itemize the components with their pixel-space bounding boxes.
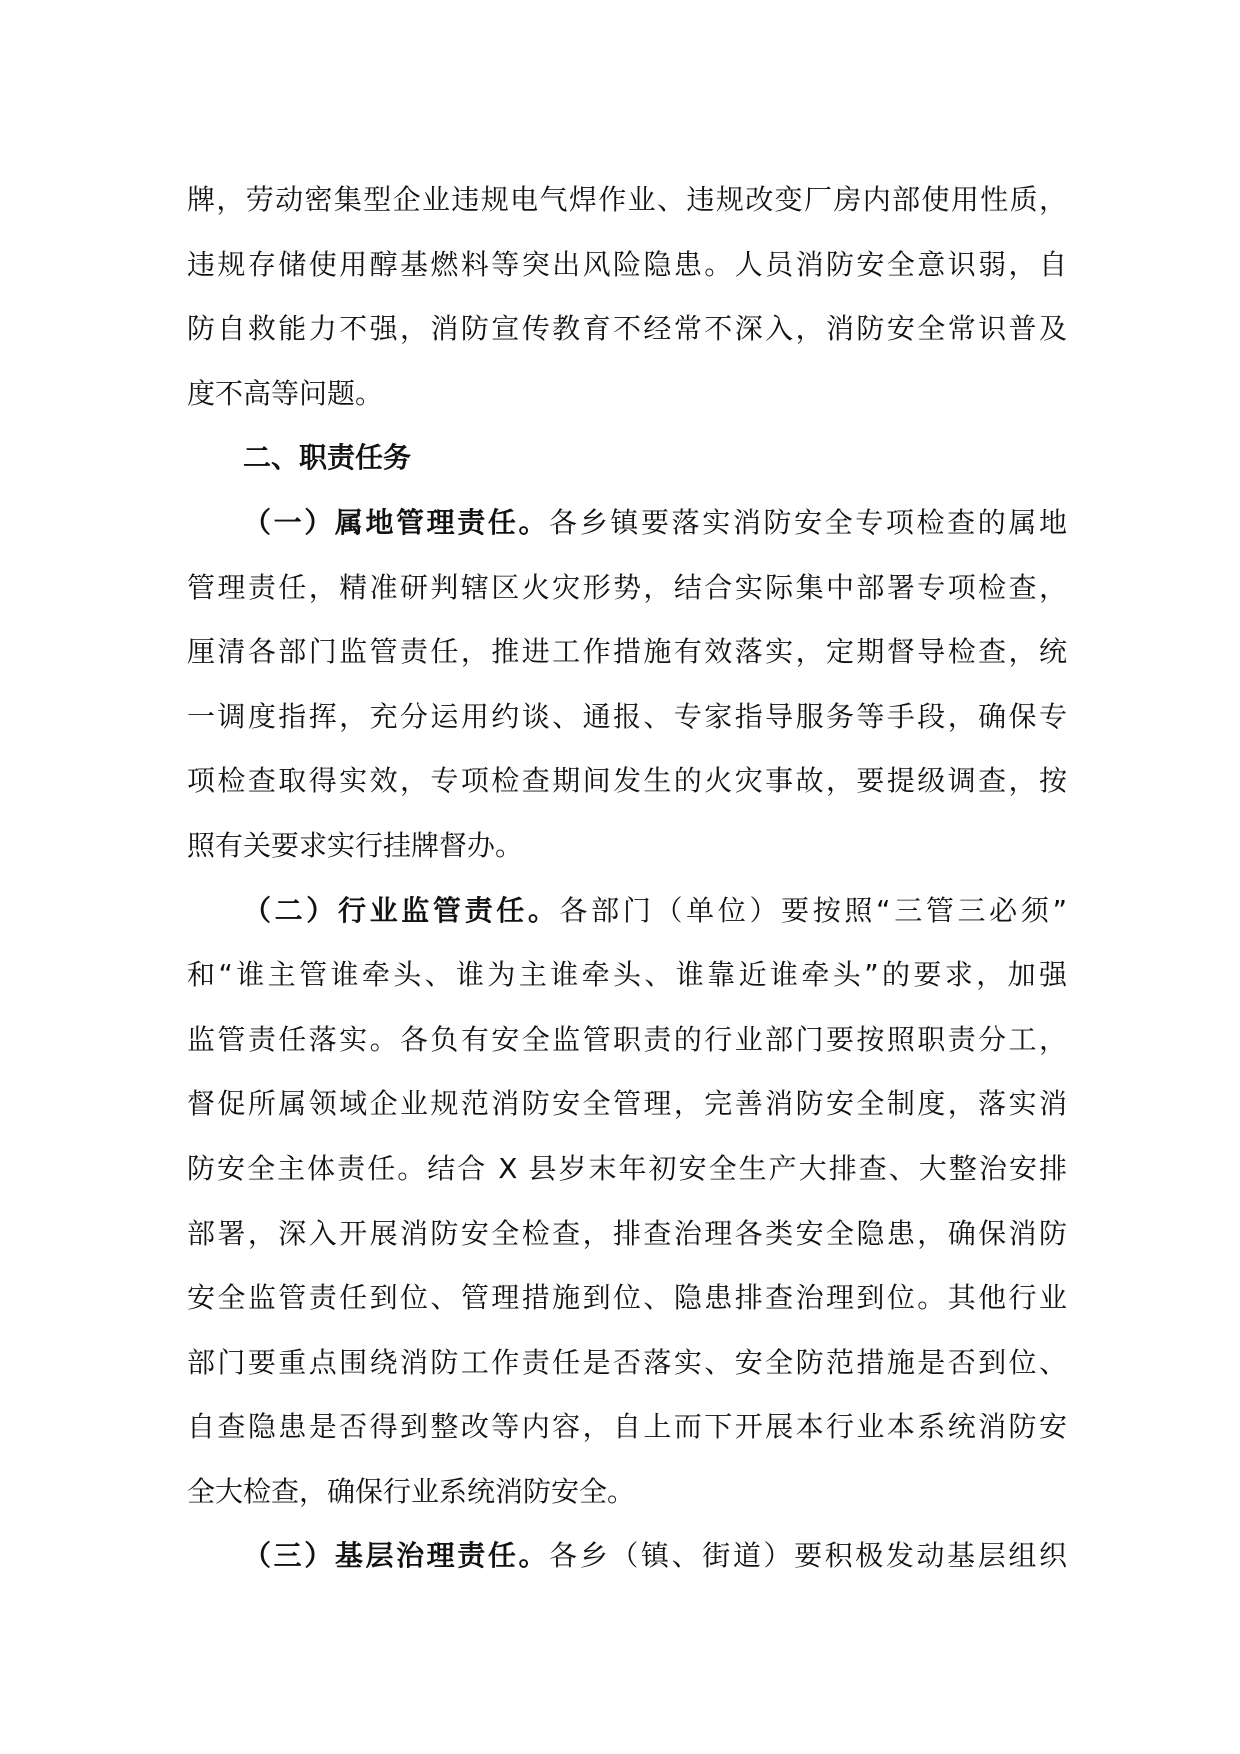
body-line: 安全监管责任到位、管理措施到位、隐患排查治理到位。其他行业: [187, 1281, 1067, 1315]
body-line: 防自救能力不强，消防宣传教育不经常不深入，消防安全常识普及: [187, 312, 1067, 346]
body-line: 项检查取得实效，专项检查期间发生的火灾事故，要提级调查，按: [187, 764, 1067, 798]
paragraph-text: 各乡（镇、街道）要积极发动基层组织: [549, 1539, 1067, 1573]
paragraph-first-line: [187, 1524, 1067, 1589]
subsection-title: （二）行业监管责任。: [243, 893, 560, 927]
body-line: 牌，劳动密集型企业违规电气焊作业、违规改变厂房内部使用性质，: [187, 183, 1067, 216]
document-body: [187, 168, 1067, 1589]
body-line: 度不高等问题。: [187, 376, 384, 410]
paragraph-text: 各乡镇要落实消防安全专项检查的属地: [549, 505, 1067, 539]
paragraph-first-line: [187, 879, 1067, 944]
body-line: 厘清各部门监管责任，推进工作措施有效落实，定期督导检查，统: [187, 635, 1067, 669]
body-line: 部署，深入开展消防安全检查，排查治理各类安全隐患，确保消防: [187, 1216, 1067, 1250]
body-line: 监管责任落实。各负有安全监管职责的行业部门要按照职责分工，: [187, 1022, 1067, 1056]
body-line: 防安全主体责任。结合 X 县岁末年初安全生产大排查、大整治安排: [187, 1151, 1067, 1185]
body-line: 和“谁主管谁牵头、谁为主谁牵头、谁靠近谁牵头”的要求，加强: [187, 958, 1067, 992]
paragraph-first-line: [187, 491, 1067, 556]
body-line: 部门要重点围绕消防工作责任是否落实、安全防范措施是否到位、: [187, 1345, 1067, 1379]
body-line: 管理责任，精准研判辖区火灾形势，结合实际集中部署专项检查，: [187, 570, 1067, 604]
body-line: 一调度指挥，充分运用约谈、通报、专家指导服务等手段，确保专: [187, 699, 1067, 733]
body-line: 照有关要求实行挂牌督办。: [187, 828, 524, 862]
body-line: 自查隐患是否得到整改等内容，自上而下开展本行业本系统消防安: [187, 1410, 1067, 1444]
paragraph-text: 各部门（单位）要按照“三管三必须”: [559, 893, 1067, 927]
subsection-title: （一）属地管理责任。: [243, 505, 550, 539]
subsection-title: （三）基层治理责任。: [243, 1539, 550, 1573]
body-line: 督促所属领域企业规范消防安全管理，完善消防安全制度，落实消: [187, 1087, 1067, 1121]
body-line: 违规存储使用醇基燃料等突出风险隐患。人员消防安全意识弱，自: [187, 247, 1067, 281]
body-line: 全大检查，确保行业系统消防安全。: [187, 1474, 636, 1508]
section-heading: 二、职责任务: [243, 441, 412, 475]
